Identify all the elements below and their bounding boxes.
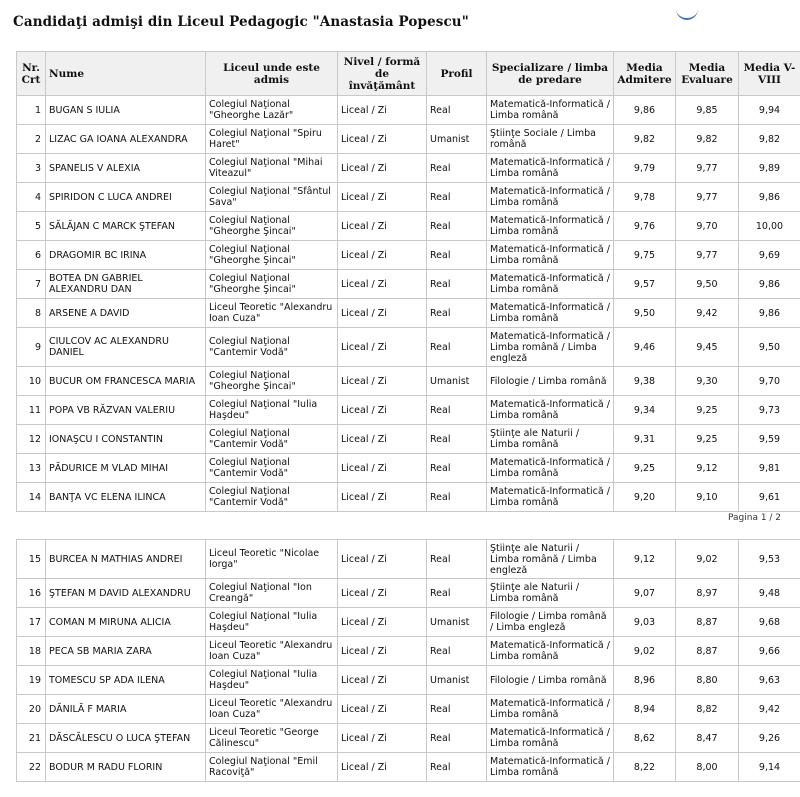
row-media-v-viii: 9,59: [739, 425, 800, 454]
row-media-v-viii: 9,48: [739, 579, 800, 608]
row-media-v-viii: 9,63: [739, 666, 800, 695]
row-media-evaluare: 9,25: [676, 396, 739, 425]
table-body-page-2: [17, 540, 800, 782]
row-specializare: Matematică-Informatică / Limba română: [487, 212, 614, 241]
row-media-evaluare: 9,82: [676, 125, 739, 154]
row-media-v-viii: 10,00: [739, 212, 800, 241]
row-nr: 16: [17, 579, 46, 608]
row-specializare: Filologie / Limba română: [487, 367, 614, 396]
row-nivel: Liceal / Zi: [338, 454, 427, 483]
row-nivel: Liceal / Zi: [338, 753, 427, 782]
row-nr: 10: [17, 367, 46, 396]
row-media-admitere: 8,94: [614, 695, 676, 724]
row-nivel: Liceal / Zi: [338, 695, 427, 724]
row-nr: 9: [17, 328, 46, 367]
logo-arc-icon: [676, 8, 698, 20]
col-header-profil: Profil: [427, 52, 487, 96]
table-row: [17, 212, 800, 241]
row-specializare: Matematică-Informatică / Limba română: [487, 724, 614, 753]
row-nume: BODUR M RADU FLORIN: [46, 753, 206, 782]
row-specializare: Ştiinţe ale Naturii / Limba română: [487, 425, 614, 454]
row-media-evaluare: 8,80: [676, 666, 739, 695]
row-nr: 19: [17, 666, 46, 695]
col-header-media-v-viii: Media V-VIII: [739, 52, 800, 96]
row-nr: 6: [17, 241, 46, 270]
row-nume: SĂLĂJAN C MARCK ŞTEFAN: [46, 212, 206, 241]
row-liceu: Liceul Teoretic "Nicolae Iorga": [206, 540, 338, 579]
row-media-admitere: 9,25: [614, 454, 676, 483]
table-row: [17, 724, 800, 753]
row-nume: PĂDURICE M VLAD MIHAI: [46, 454, 206, 483]
row-nume: ARSENE A DAVID: [46, 299, 206, 328]
row-nivel: Liceal / Zi: [338, 608, 427, 637]
row-nivel: Liceal / Zi: [338, 212, 427, 241]
row-media-admitere: 9,34: [614, 396, 676, 425]
row-media-admitere: 9,03: [614, 608, 676, 637]
row-media-v-viii: 9,86: [739, 183, 800, 212]
row-nume: BUGAN S IULIA: [46, 96, 206, 125]
row-specializare: Matematică-Informatică / Limba română: [487, 753, 614, 782]
row-nume: BANŢA VC ELENA ILINCA: [46, 483, 206, 512]
row-liceu: Colegiul Naţional "Cantemir Vodă": [206, 454, 338, 483]
row-media-admitere: 9,79: [614, 154, 676, 183]
row-media-v-viii: 9,94: [739, 96, 800, 125]
row-profil: Real: [427, 483, 487, 512]
row-nr: 15: [17, 540, 46, 579]
row-nr: 17: [17, 608, 46, 637]
row-nr: 5: [17, 212, 46, 241]
col-header-media-admitere: Media Admitere: [614, 52, 676, 96]
row-nr: 7: [17, 270, 46, 299]
row-nivel: Liceal / Zi: [338, 367, 427, 396]
row-nume: TOMESCU SP ADA ILENA: [46, 666, 206, 695]
table-row: [17, 425, 800, 454]
table-row: [17, 753, 800, 782]
row-media-evaluare: 9,77: [676, 154, 739, 183]
row-liceu: Liceul Teoretic "Alexandru Ioan Cuza": [206, 637, 338, 666]
row-media-evaluare: 9,77: [676, 241, 739, 270]
row-liceu: Colegiul Naţional "Spiru Haret": [206, 125, 338, 154]
row-profil: Umanist: [427, 666, 487, 695]
row-profil: Umanist: [427, 608, 487, 637]
row-liceu: Colegiul Naţional "Iulia Haşdeu": [206, 608, 338, 637]
row-profil: Real: [427, 579, 487, 608]
row-nr: 1: [17, 96, 46, 125]
row-nivel: Liceal / Zi: [338, 96, 427, 125]
row-nivel: Liceal / Zi: [338, 241, 427, 270]
row-media-evaluare: 9,25: [676, 425, 739, 454]
row-liceu: Colegiul Naţional "Iulia Haşdeu": [206, 396, 338, 425]
row-specializare: Matematică-Informatică / Limba română: [487, 454, 614, 483]
row-media-admitere: 9,75: [614, 241, 676, 270]
row-media-evaluare: 9,45: [676, 328, 739, 367]
table-row: [17, 695, 800, 724]
row-media-admitere: 9,50: [614, 299, 676, 328]
row-liceu: Colegiul Naţional "Cantemir Vodă": [206, 483, 338, 512]
col-header-media-evaluare: Media Evaluare: [676, 52, 739, 96]
table-row: [17, 367, 800, 396]
row-nr: 3: [17, 154, 46, 183]
row-media-evaluare: 8,97: [676, 579, 739, 608]
table-row: [17, 328, 800, 367]
row-liceu: Colegiul Naţional "Cantemir Vodă": [206, 328, 338, 367]
page-title: Candidaţi admişi din Liceul Pedagogic "Anastasia Popescu": [13, 14, 469, 30]
row-media-admitere: 9,20: [614, 483, 676, 512]
row-liceu: Liceul Teoretic "Alexandru Ioan Cuza": [206, 299, 338, 328]
row-nivel: Liceal / Zi: [338, 483, 427, 512]
row-nume: POPA VB RĂZVAN VALERIU: [46, 396, 206, 425]
row-liceu: Colegiul Naţional "Sfântul Sava": [206, 183, 338, 212]
row-media-admitere: 9,07: [614, 579, 676, 608]
admitted-table-page-1: [16, 51, 800, 512]
row-nr: 18: [17, 637, 46, 666]
col-header-nr: Nr. Crt: [17, 52, 46, 96]
row-media-evaluare: 9,85: [676, 96, 739, 125]
row-media-v-viii: 9,68: [739, 608, 800, 637]
row-media-admitere: 9,78: [614, 183, 676, 212]
row-media-admitere: 8,96: [614, 666, 676, 695]
row-media-v-viii: 9,89: [739, 154, 800, 183]
row-nivel: Liceal / Zi: [338, 328, 427, 367]
row-profil: Real: [427, 96, 487, 125]
row-nume: BOTEA DN GABRIEL ALEXANDRU DAN: [46, 270, 206, 299]
row-liceu: Colegiul Naţional "Gheorghe Şincai": [206, 241, 338, 270]
row-media-evaluare: 9,02: [676, 540, 739, 579]
row-nume: ŞTEFAN M DAVID ALEXANDRU: [46, 579, 206, 608]
row-media-v-viii: 9,53: [739, 540, 800, 579]
table-row: [17, 241, 800, 270]
admitted-table-page-2: [16, 539, 800, 782]
row-liceu: Colegiul Naţional "Iulia Haşdeu": [206, 666, 338, 695]
table-row: [17, 396, 800, 425]
row-media-v-viii: 9,69: [739, 241, 800, 270]
row-media-evaluare: 9,12: [676, 454, 739, 483]
row-nume: COMAN M MIRUNA ALICIA: [46, 608, 206, 637]
row-profil: Real: [427, 270, 487, 299]
row-liceu: Colegiul Naţional "Gheorghe Şincai": [206, 270, 338, 299]
row-media-admitere: 8,22: [614, 753, 676, 782]
row-specializare: Matematică-Informatică / Limba română: [487, 241, 614, 270]
row-nume: PECA SB MARIA ZARA: [46, 637, 206, 666]
table-row: [17, 154, 800, 183]
row-nume: BUCUR OM FRANCESCA MARIA: [46, 367, 206, 396]
row-nr: 14: [17, 483, 46, 512]
row-media-v-viii: 9,86: [739, 299, 800, 328]
col-header-liceu: Liceul unde este admis: [206, 52, 338, 96]
row-media-v-viii: 9,14: [739, 753, 800, 782]
row-nume: DRAGOMIR BC IRINA: [46, 241, 206, 270]
row-nivel: Liceal / Zi: [338, 183, 427, 212]
table-body-page-1: [17, 96, 800, 512]
row-media-v-viii: 9,42: [739, 695, 800, 724]
row-media-admitere: 9,02: [614, 637, 676, 666]
row-media-v-viii: 9,81: [739, 454, 800, 483]
row-media-v-viii: 9,26: [739, 724, 800, 753]
row-specializare: Matematică-Informatică / Limba română: [487, 695, 614, 724]
row-specializare: Matematică-Informatică / Limba română: [487, 183, 614, 212]
row-liceu: Colegiul Naţional "Gheorghe Şincai": [206, 212, 338, 241]
row-media-admitere: 9,76: [614, 212, 676, 241]
row-profil: Umanist: [427, 367, 487, 396]
table-row: [17, 579, 800, 608]
row-specializare: Filologie / Limba română / Limba engleză: [487, 608, 614, 637]
row-media-v-viii: 9,70: [739, 367, 800, 396]
row-nume: SPANELIS V ALEXIA: [46, 154, 206, 183]
row-specializare: Ştiinţe ale Naturii / Limba română / Limba engleză: [487, 540, 614, 579]
row-nr: 13: [17, 454, 46, 483]
row-nivel: Liceal / Zi: [338, 125, 427, 154]
row-media-evaluare: 8,47: [676, 724, 739, 753]
table-row: [17, 270, 800, 299]
row-liceu: Liceul Teoretic "Alexandru Ioan Cuza": [206, 695, 338, 724]
row-profil: Real: [427, 454, 487, 483]
row-nume: BURCEA N MATHIAS ANDREI: [46, 540, 206, 579]
row-profil: Real: [427, 425, 487, 454]
table-row: [17, 483, 800, 512]
row-specializare: Filologie / Limba română: [487, 666, 614, 695]
row-media-evaluare: 8,87: [676, 637, 739, 666]
table-row: [17, 183, 800, 212]
row-media-evaluare: 9,77: [676, 183, 739, 212]
row-media-admitere: 8,62: [614, 724, 676, 753]
row-specializare: Matematică-Informatică / Limba română: [487, 96, 614, 125]
row-nivel: Liceal / Zi: [338, 666, 427, 695]
row-nr: 12: [17, 425, 46, 454]
row-profil: Real: [427, 328, 487, 367]
col-header-nume: Nume: [46, 52, 206, 96]
row-media-v-viii: 9,61: [739, 483, 800, 512]
row-profil: Real: [427, 396, 487, 425]
row-media-evaluare: 9,50: [676, 270, 739, 299]
row-media-evaluare: 8,00: [676, 753, 739, 782]
table-row: [17, 608, 800, 637]
row-media-admitere: 9,31: [614, 425, 676, 454]
row-nr: 21: [17, 724, 46, 753]
row-nr: 20: [17, 695, 46, 724]
row-specializare: Matematică-Informatică / Limba română: [487, 396, 614, 425]
table-row: [17, 96, 800, 125]
row-media-evaluare: 9,70: [676, 212, 739, 241]
row-liceu: Colegiul Naţional "Emil Racoviţă": [206, 753, 338, 782]
row-profil: Real: [427, 695, 487, 724]
row-specializare: Ştiinţe ale Naturii / Limba română: [487, 579, 614, 608]
row-nr: 22: [17, 753, 46, 782]
row-nivel: Liceal / Zi: [338, 299, 427, 328]
row-media-v-viii: 9,73: [739, 396, 800, 425]
row-nume: IONAŞCU I CONSTANTIN: [46, 425, 206, 454]
row-media-admitere: 9,12: [614, 540, 676, 579]
row-specializare: Ştiinţe Sociale / Limba română: [487, 125, 614, 154]
row-media-evaluare: 9,30: [676, 367, 739, 396]
row-specializare: Matematică-Informatică / Limba română: [487, 270, 614, 299]
row-specializare: Matematică-Informatică / Limba română: [487, 637, 614, 666]
row-media-evaluare: 8,87: [676, 608, 739, 637]
row-media-v-viii: 9,82: [739, 125, 800, 154]
table-row: [17, 125, 800, 154]
row-profil: Real: [427, 637, 487, 666]
row-liceu: Colegiul Naţional "Gheorghe Şincai": [206, 367, 338, 396]
row-specializare: Matematică-Informatică / Limba română / Limba engleză: [487, 328, 614, 367]
table-row: [17, 540, 800, 579]
row-nr: 11: [17, 396, 46, 425]
table-header-row: [17, 52, 800, 96]
row-nivel: Liceal / Zi: [338, 724, 427, 753]
row-profil: Real: [427, 724, 487, 753]
row-nivel: Liceal / Zi: [338, 396, 427, 425]
row-profil: Real: [427, 183, 487, 212]
row-profil: Real: [427, 540, 487, 579]
row-media-v-viii: 9,50: [739, 328, 800, 367]
col-header-specializare: Specializare / limba de predare: [487, 52, 614, 96]
row-specializare: Matematică-Informatică / Limba română: [487, 154, 614, 183]
row-nivel: Liceal / Zi: [338, 579, 427, 608]
row-profil: Umanist: [427, 125, 487, 154]
table-row: [17, 637, 800, 666]
row-nivel: Liceal / Zi: [338, 637, 427, 666]
row-nivel: Liceal / Zi: [338, 425, 427, 454]
row-nr: 4: [17, 183, 46, 212]
row-media-admitere: 9,46: [614, 328, 676, 367]
row-nume: DĂSCĂLESCU O LUCA ŞTEFAN: [46, 724, 206, 753]
table-row: [17, 454, 800, 483]
row-media-v-viii: 9,66: [739, 637, 800, 666]
row-liceu: Colegiul Naţional "Gheorghe Lazăr": [206, 96, 338, 125]
row-nivel: Liceal / Zi: [338, 540, 427, 579]
row-media-admitere: 9,82: [614, 125, 676, 154]
row-liceu: Colegiul Naţional "Mihai Viteazul": [206, 154, 338, 183]
row-nr: 8: [17, 299, 46, 328]
row-nr: 2: [17, 125, 46, 154]
row-nivel: Liceal / Zi: [338, 270, 427, 299]
table-row: [17, 299, 800, 328]
row-media-evaluare: 9,10: [676, 483, 739, 512]
pagination-label: Pagina 1 / 2: [728, 513, 782, 523]
row-liceu: Liceul Teoretic "George Călinescu": [206, 724, 338, 753]
row-profil: Real: [427, 753, 487, 782]
col-header-nivel: Nivel / formă de învăţământ: [338, 52, 427, 96]
row-profil: Real: [427, 154, 487, 183]
row-profil: Real: [427, 299, 487, 328]
row-profil: Real: [427, 241, 487, 270]
row-nume: SPIRIDON C LUCA ANDREI: [46, 183, 206, 212]
row-media-admitere: 9,86: [614, 96, 676, 125]
row-nivel: Liceal / Zi: [338, 154, 427, 183]
row-nume: LIZAC GA IOANA ALEXANDRA: [46, 125, 206, 154]
table-row: [17, 666, 800, 695]
row-media-admitere: 9,57: [614, 270, 676, 299]
row-nume: DĂNILĂ F MARIA: [46, 695, 206, 724]
row-specializare: Matematică-Informatică / Limba română: [487, 483, 614, 512]
row-media-evaluare: 8,82: [676, 695, 739, 724]
row-nume: CIULCOV AC ALEXANDRU DANIEL: [46, 328, 206, 367]
row-specializare: Matematică-Informatică / Limba română: [487, 299, 614, 328]
row-media-admitere: 9,38: [614, 367, 676, 396]
row-media-v-viii: 9,86: [739, 270, 800, 299]
row-liceu: Colegiul Naţional "Cantemir Vodă": [206, 425, 338, 454]
row-liceu: Colegiul Naţional "Ion Creangă": [206, 579, 338, 608]
row-media-evaluare: 9,42: [676, 299, 739, 328]
row-profil: Real: [427, 212, 487, 241]
